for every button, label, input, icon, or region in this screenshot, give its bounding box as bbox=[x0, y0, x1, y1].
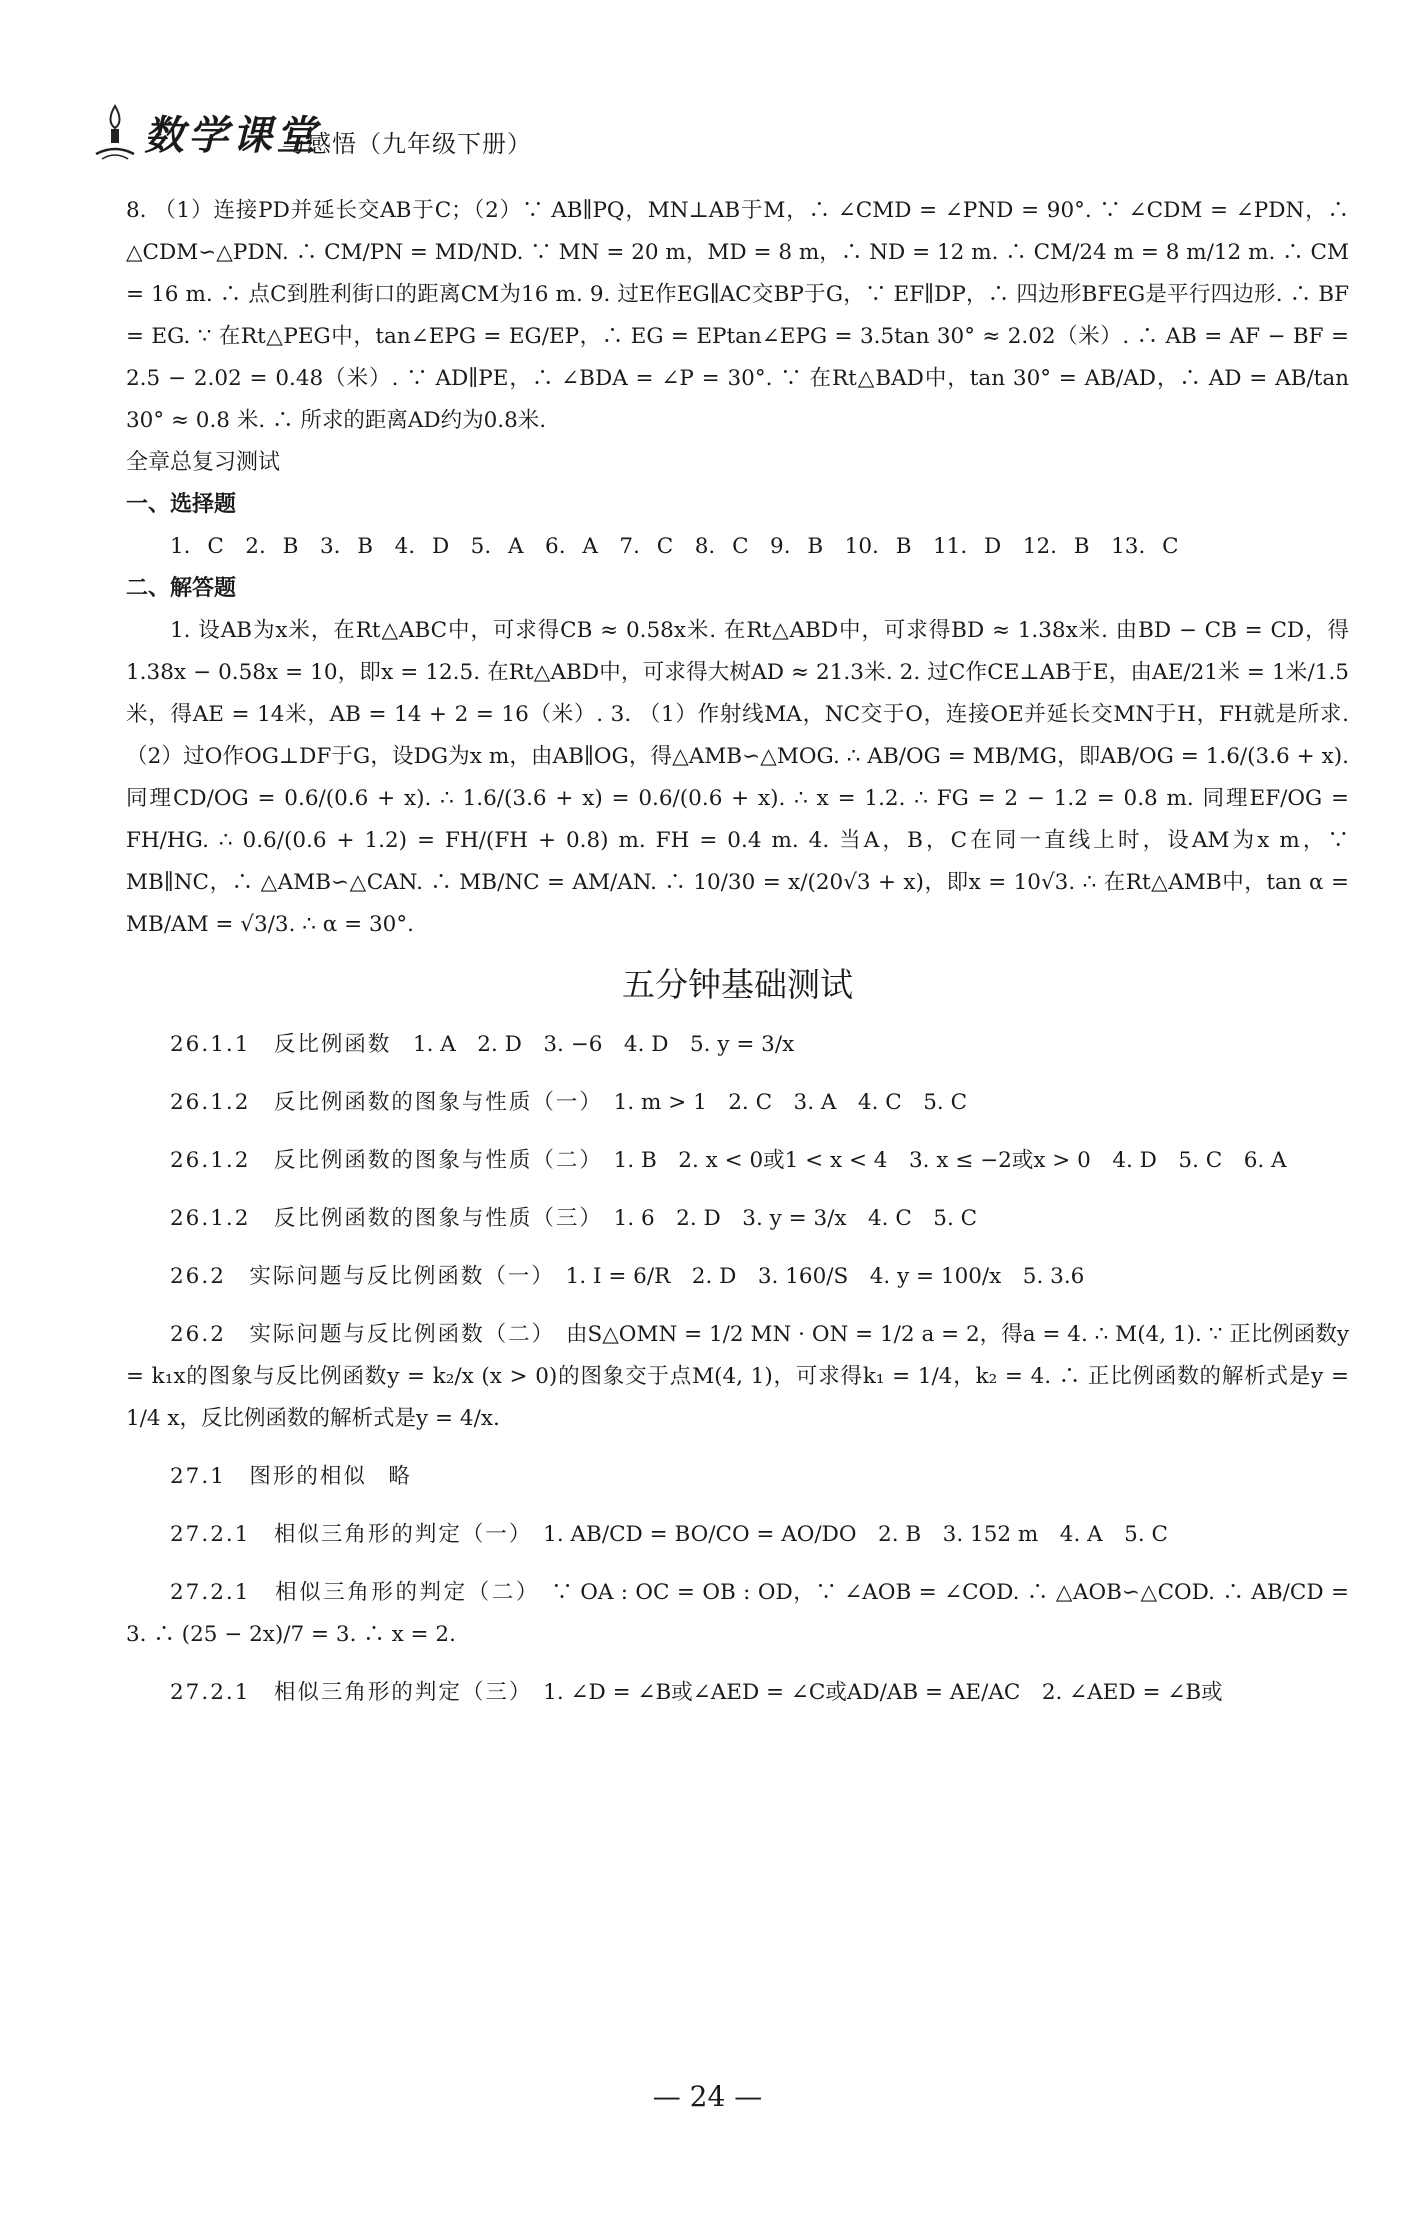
item-text: 1. m > 1 2. C 3. A 4. C 5. C bbox=[613, 1090, 968, 1115]
book-subtitle: 与感悟（九年级下册） bbox=[282, 130, 532, 158]
list-item bbox=[126, 1514, 1349, 1556]
item-heading: 26.1.2 反比例函数的图象与性质（二） bbox=[170, 1148, 593, 1173]
list-item bbox=[126, 1140, 1349, 1182]
list-item bbox=[126, 1672, 1349, 1714]
answers-paragraph-8-9: 8. （1）连接PD并延长交AB于C；（2）∵ AB∥PQ，MN⊥AB于M，∴ ∠CMD = ∠PND = 90°. ∵ ∠CDM = ∠PDN，∴ △CDM∽△PDN. ∴ CM/PN = MD/ND. ∵ MN = 20 m，MD = 8 m，∴ ND = 12 m. ∴ CM/24 m = 8 m/12 m. ∴ CM = 16 m. ∴ 点C到胜利街口的距离CM为16 m. 9. 过E作EG∥AC交BP于G，∵ EF∥DP，∴ 四边形BFEG是平行四边形. ∴ BF = EG. ∵ 在Rt△PEG中，tan∠EPG = EG/EP，∴ EG = EPtan∠EPG = 3.5tan 30° ≈ 2.02（米）. ∴ AB = AF − BF = 2.5 − 2.02 = 0.48（米）. ∵ AD∥PE，∴ ∠BDA = ∠P = 30°. ∵ 在Rt△BAD中，tan 30° = AB/AD，∴ AD = AB/tan 30° ≈ 0.8 米. ∴ 所求的距离AD约为0.8米. bbox=[126, 198, 1349, 433]
list-item bbox=[126, 1024, 1349, 1066]
item-text: 1. AB/CD = BO/CO = AO/DO 2. B 3. 152 m 4. A 5. C bbox=[543, 1522, 1168, 1547]
item-text: 1. A 2. D 3. −6 4. D 5. y = 3/x bbox=[412, 1032, 795, 1057]
item-text: ∵ OA : OC = OB : OD，∵ ∠AOB = ∠COD. ∴ △AOB∽△COD. ∴ AB/CD = 3. ∴ (25 − 2x)/7 = 3. ∴ x = 2. bbox=[126, 1580, 1349, 1647]
item-heading: 26.1.2 反比例函数的图象与性质（一） bbox=[170, 1090, 593, 1115]
book-brand: 数学课堂 bbox=[144, 112, 320, 159]
item-heading: 27.2.1 相似三角形的判定（三） bbox=[170, 1680, 522, 1705]
list-item bbox=[126, 1314, 1349, 1440]
list-item bbox=[126, 1082, 1349, 1124]
page-number: — 24 — bbox=[652, 2080, 763, 2113]
item-text: 1. ∠D = ∠B或∠AED = ∠C或AD/AB = AE/AC 2. ∠AED = ∠B或 bbox=[543, 1680, 1223, 1705]
item-heading: 26.1.2 反比例函数的图象与性质（三） bbox=[170, 1206, 593, 1231]
item-heading: 27.1 图形的相似 bbox=[170, 1464, 367, 1489]
item-text: 略 bbox=[388, 1464, 410, 1489]
five-minute-list bbox=[126, 1024, 1349, 1714]
item-text: 1. I = 6/R 2. D 3. 160/S 4. y = 100/x 5. 3.6 bbox=[565, 1264, 1085, 1289]
lamp-logo-icon bbox=[92, 102, 138, 162]
list-item bbox=[126, 1198, 1349, 1240]
list-item bbox=[126, 1456, 1349, 1498]
list-item bbox=[126, 1256, 1349, 1298]
section-choice-heading: 一、选择题 bbox=[126, 492, 237, 517]
page-content bbox=[126, 190, 1349, 1730]
item-text: 1. 6 2. D 3. y = 3/x 4. C 5. C bbox=[613, 1206, 978, 1231]
list-item bbox=[126, 1572, 1349, 1656]
review-title: 全章总复习测试 bbox=[126, 450, 281, 475]
five-minute-title: 五分钟基础测试 bbox=[622, 965, 853, 1004]
item-heading: 26.1.1 反比例函数 bbox=[170, 1032, 392, 1057]
section-answer-heading: 二、解答题 bbox=[126, 576, 237, 601]
page-header bbox=[92, 100, 692, 172]
item-heading: 27.2.1 相似三角形的判定（一） bbox=[170, 1522, 522, 1547]
item-heading: 27.2.1 相似三角形的判定（二） bbox=[170, 1580, 530, 1605]
item-heading: 26.2 实际问题与反比例函数（二） bbox=[170, 1322, 545, 1347]
item-heading: 26.2 实际问题与反比例函数（一） bbox=[170, 1264, 545, 1289]
item-text: 由S△OMN = 1/2 MN · ON = 1/2 a = 2，得a = 4. ∴ M(4, 1). ∵ 正比例函数y = k₁x的图象与反比例函数y = k₂/x (x > 0)的图象交于点M(4, 1)，可求得k₁ = 1/4，k₂ = 4. ∴ 正比例函数的解析式是y = 1/4 x，反比例函数的解析式是y = 4/x. bbox=[126, 1322, 1349, 1431]
item-text: 1. B 2. x < 0或1 < x < 4 3. x ≤ −2或x > 0 4. D 5. C 6. A bbox=[613, 1148, 1287, 1173]
review-solutions: 1. 设AB为x米，在Rt△ABC中，可求得CB ≈ 0.58x米. 在Rt△ABD中，可求得BD ≈ 1.38x米. 由BD − CB = CD，得1.38x − 0.58x = 10，即x = 12.5. 在Rt△ABD中，可求得大树AD ≈ 21.3米. 2. 过C作CE⊥AB于E，由AE/21米 = 1米/1.5米，得AE = 14米，AB = 14 + 2 = 16（米）. 3. （1）作射线MA，NC交于O，连接OE并延长交MN于H，FH就是所求. （2）过O作OG⊥DF于G，设DG为x m，由AB∥OG，得△AMB∽△MOG. ∴ AB/OG = MB/MG，即AB/OG = 1.6/(3.6 + x). 同理CD/OG = 0.6/(0.6 + x). ∴ 1.6/(3.6 + x) = 0.6/(0.6 + x). ∴ x = 1.2. ∴ FG = 2 − 1.2 = 0.8 m. 同理EF/OG = FH/HG. ∴ 0.6/(0.6 + 1.2) = FH/(FH + 0.8) m. FH = 0.4 m. 4. 当A，B，C在同一直线上时，设AM为x m，∵ MB∥NC，∴ △AMB∽△CAN. ∴ MB/NC = AM/AN. ∴ 10/30 = x/(20√3 + x)，即x = 10√3. ∴ 在Rt△AMB中，tan α = MB/AM = √3/3. ∴ α = 30°. bbox=[126, 618, 1349, 937]
choice-answers: 1. C 2. B 3. B 4. D 5. A 6. A 7. C 8. C 9. B 10. B 11. D 12. B 13. C bbox=[170, 534, 1179, 559]
